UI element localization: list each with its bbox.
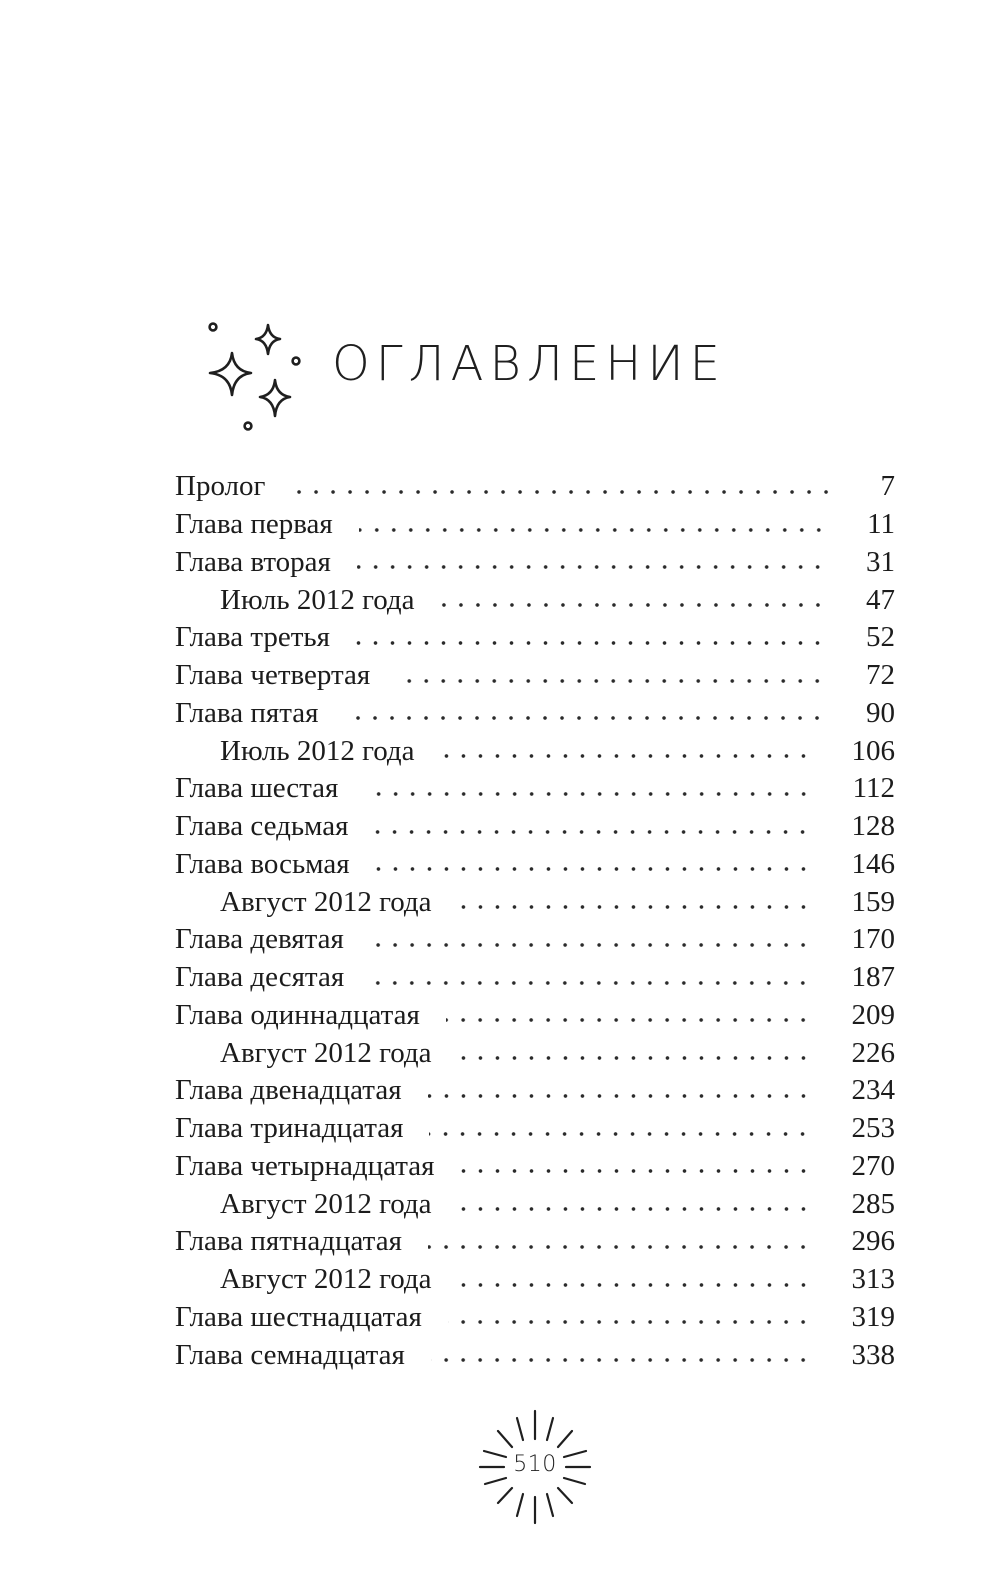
dot-leader (441, 603, 826, 607)
toc-entry-label: Глава тринадцатая (175, 1112, 404, 1145)
toc-entry-page: 47 (866, 583, 895, 616)
toc-entry-page: 128 (851, 810, 895, 843)
toc-subentry (175, 1261, 895, 1299)
toc-entry (175, 770, 895, 808)
toc-entry (175, 846, 895, 884)
dot-leader (356, 641, 826, 645)
toc-entry-label: Глава четырнадцатая (175, 1149, 435, 1182)
dot-leader (458, 905, 812, 909)
toc-subentry (175, 883, 895, 921)
dot-leader (458, 1283, 812, 1287)
toc-entry-label: Август 2012 года (220, 885, 432, 918)
toc-subentry (175, 732, 895, 770)
toc-entry-label: Глава пятнадцатая (175, 1225, 402, 1258)
dot-leader (357, 565, 826, 569)
toc-entry (175, 695, 895, 733)
toc-entry (175, 997, 895, 1035)
dot-leader (428, 1245, 812, 1249)
dot-leader (461, 1169, 812, 1173)
toc-entry-label: Глава шестая (175, 772, 339, 805)
toc-entry-label: Глава семнадцатая (175, 1338, 405, 1371)
toc-entry (175, 544, 895, 582)
toc-entry (175, 1148, 895, 1186)
page-number: 510 (513, 1452, 557, 1477)
toc-subentry (175, 1034, 895, 1072)
toc-entry-label: Глава третья (175, 621, 330, 654)
dot-leader (370, 943, 812, 947)
toc-entry-page: 285 (851, 1187, 895, 1220)
toc-entry-label: Глава первая (175, 508, 333, 541)
toc-entry-page: 72 (866, 659, 895, 692)
toc-entry-label: Глава двенадцатая (175, 1074, 402, 1107)
toc-entry-page: 31 (866, 545, 895, 578)
toc-entry-page: 209 (851, 998, 895, 1031)
toc-entry-page: 90 (866, 696, 895, 729)
dot-leader (429, 1132, 811, 1136)
toc-entry-label: Пролог (175, 470, 266, 503)
toc-entry-label: Глава десятая (175, 961, 345, 994)
toc-entry (175, 619, 895, 657)
toc-entry (175, 506, 895, 544)
toc-entry (175, 1223, 895, 1261)
toc-entry-label: Глава шестнадцатая (175, 1300, 422, 1333)
toc-entry (175, 808, 895, 846)
toc-entry-page: 296 (851, 1225, 895, 1258)
toc-entry (175, 657, 895, 695)
toc-entry (175, 921, 895, 959)
toc-entry-page: 106 (851, 734, 895, 767)
toc-entry-page: 146 (851, 847, 895, 880)
toc-entry-label: Глава девятая (175, 923, 344, 956)
toc-entry-page: 234 (851, 1074, 895, 1107)
toc-entry-page: 7 (880, 470, 895, 503)
dot-leader (431, 1358, 812, 1362)
toc-entry-label: Август 2012 года (220, 1187, 432, 1220)
table-of-contents (175, 468, 895, 1374)
dot-leader (448, 1320, 812, 1324)
toc-entry-label: Июль 2012 года (220, 583, 415, 616)
toc-entry-page: 338 (851, 1338, 895, 1371)
toc-entry-label: Глава одиннадцатая (175, 998, 420, 1031)
toc-entry (175, 1336, 895, 1374)
toc-entry (175, 1299, 895, 1337)
toc-entry (175, 1110, 895, 1148)
dot-leader (374, 830, 811, 834)
toc-entry-label: Глава пятая (175, 696, 319, 729)
dot-leader (441, 754, 812, 758)
toc-entry-label: Июль 2012 года (220, 734, 415, 767)
toc-entry-page: 52 (866, 621, 895, 654)
page-footer (470, 1405, 600, 1529)
toc-entry-page: 270 (851, 1149, 895, 1182)
sparkles-icon (195, 318, 315, 438)
dot-leader (364, 792, 812, 796)
toc-subentry (175, 1185, 895, 1223)
toc-entry (175, 468, 895, 506)
toc-entry-page: 159 (851, 885, 895, 918)
dot-leader (446, 1018, 812, 1022)
toc-entry-page: 253 (851, 1112, 895, 1145)
toc-entry-page: 313 (851, 1263, 895, 1296)
page-title: ОГЛАВЛЕНИЕ (332, 336, 726, 392)
dot-leader (344, 716, 826, 720)
toc-entry-page: 11 (867, 508, 895, 541)
dot-leader (376, 867, 812, 871)
toc-entry-label: Август 2012 года (220, 1263, 432, 1296)
toc-entry-label: Глава восьмая (175, 847, 350, 880)
dot-leader (458, 1056, 812, 1060)
dot-leader (428, 1094, 812, 1098)
toc-entry-page: 170 (851, 923, 895, 956)
toc-subentry (175, 581, 895, 619)
toc-entry-label: Глава вторая (175, 545, 331, 578)
toc-entry-label: Август 2012 года (220, 1036, 432, 1069)
dot-leader (370, 981, 811, 985)
dot-leader (396, 679, 826, 683)
toc-entry-label: Глава четвертая (175, 659, 371, 692)
toc-entry-page: 226 (851, 1036, 895, 1069)
toc-entry-page: 187 (851, 961, 895, 994)
dot-leader (291, 490, 835, 494)
toc-heading (195, 318, 755, 438)
toc-entry (175, 959, 895, 997)
toc-entry-page: 112 (852, 772, 895, 805)
dot-leader (458, 1207, 812, 1211)
toc-entry-page: 319 (851, 1300, 895, 1333)
dot-leader (359, 528, 827, 532)
toc-entry-label: Глава седьмая (175, 810, 349, 843)
toc-entry (175, 1072, 895, 1110)
